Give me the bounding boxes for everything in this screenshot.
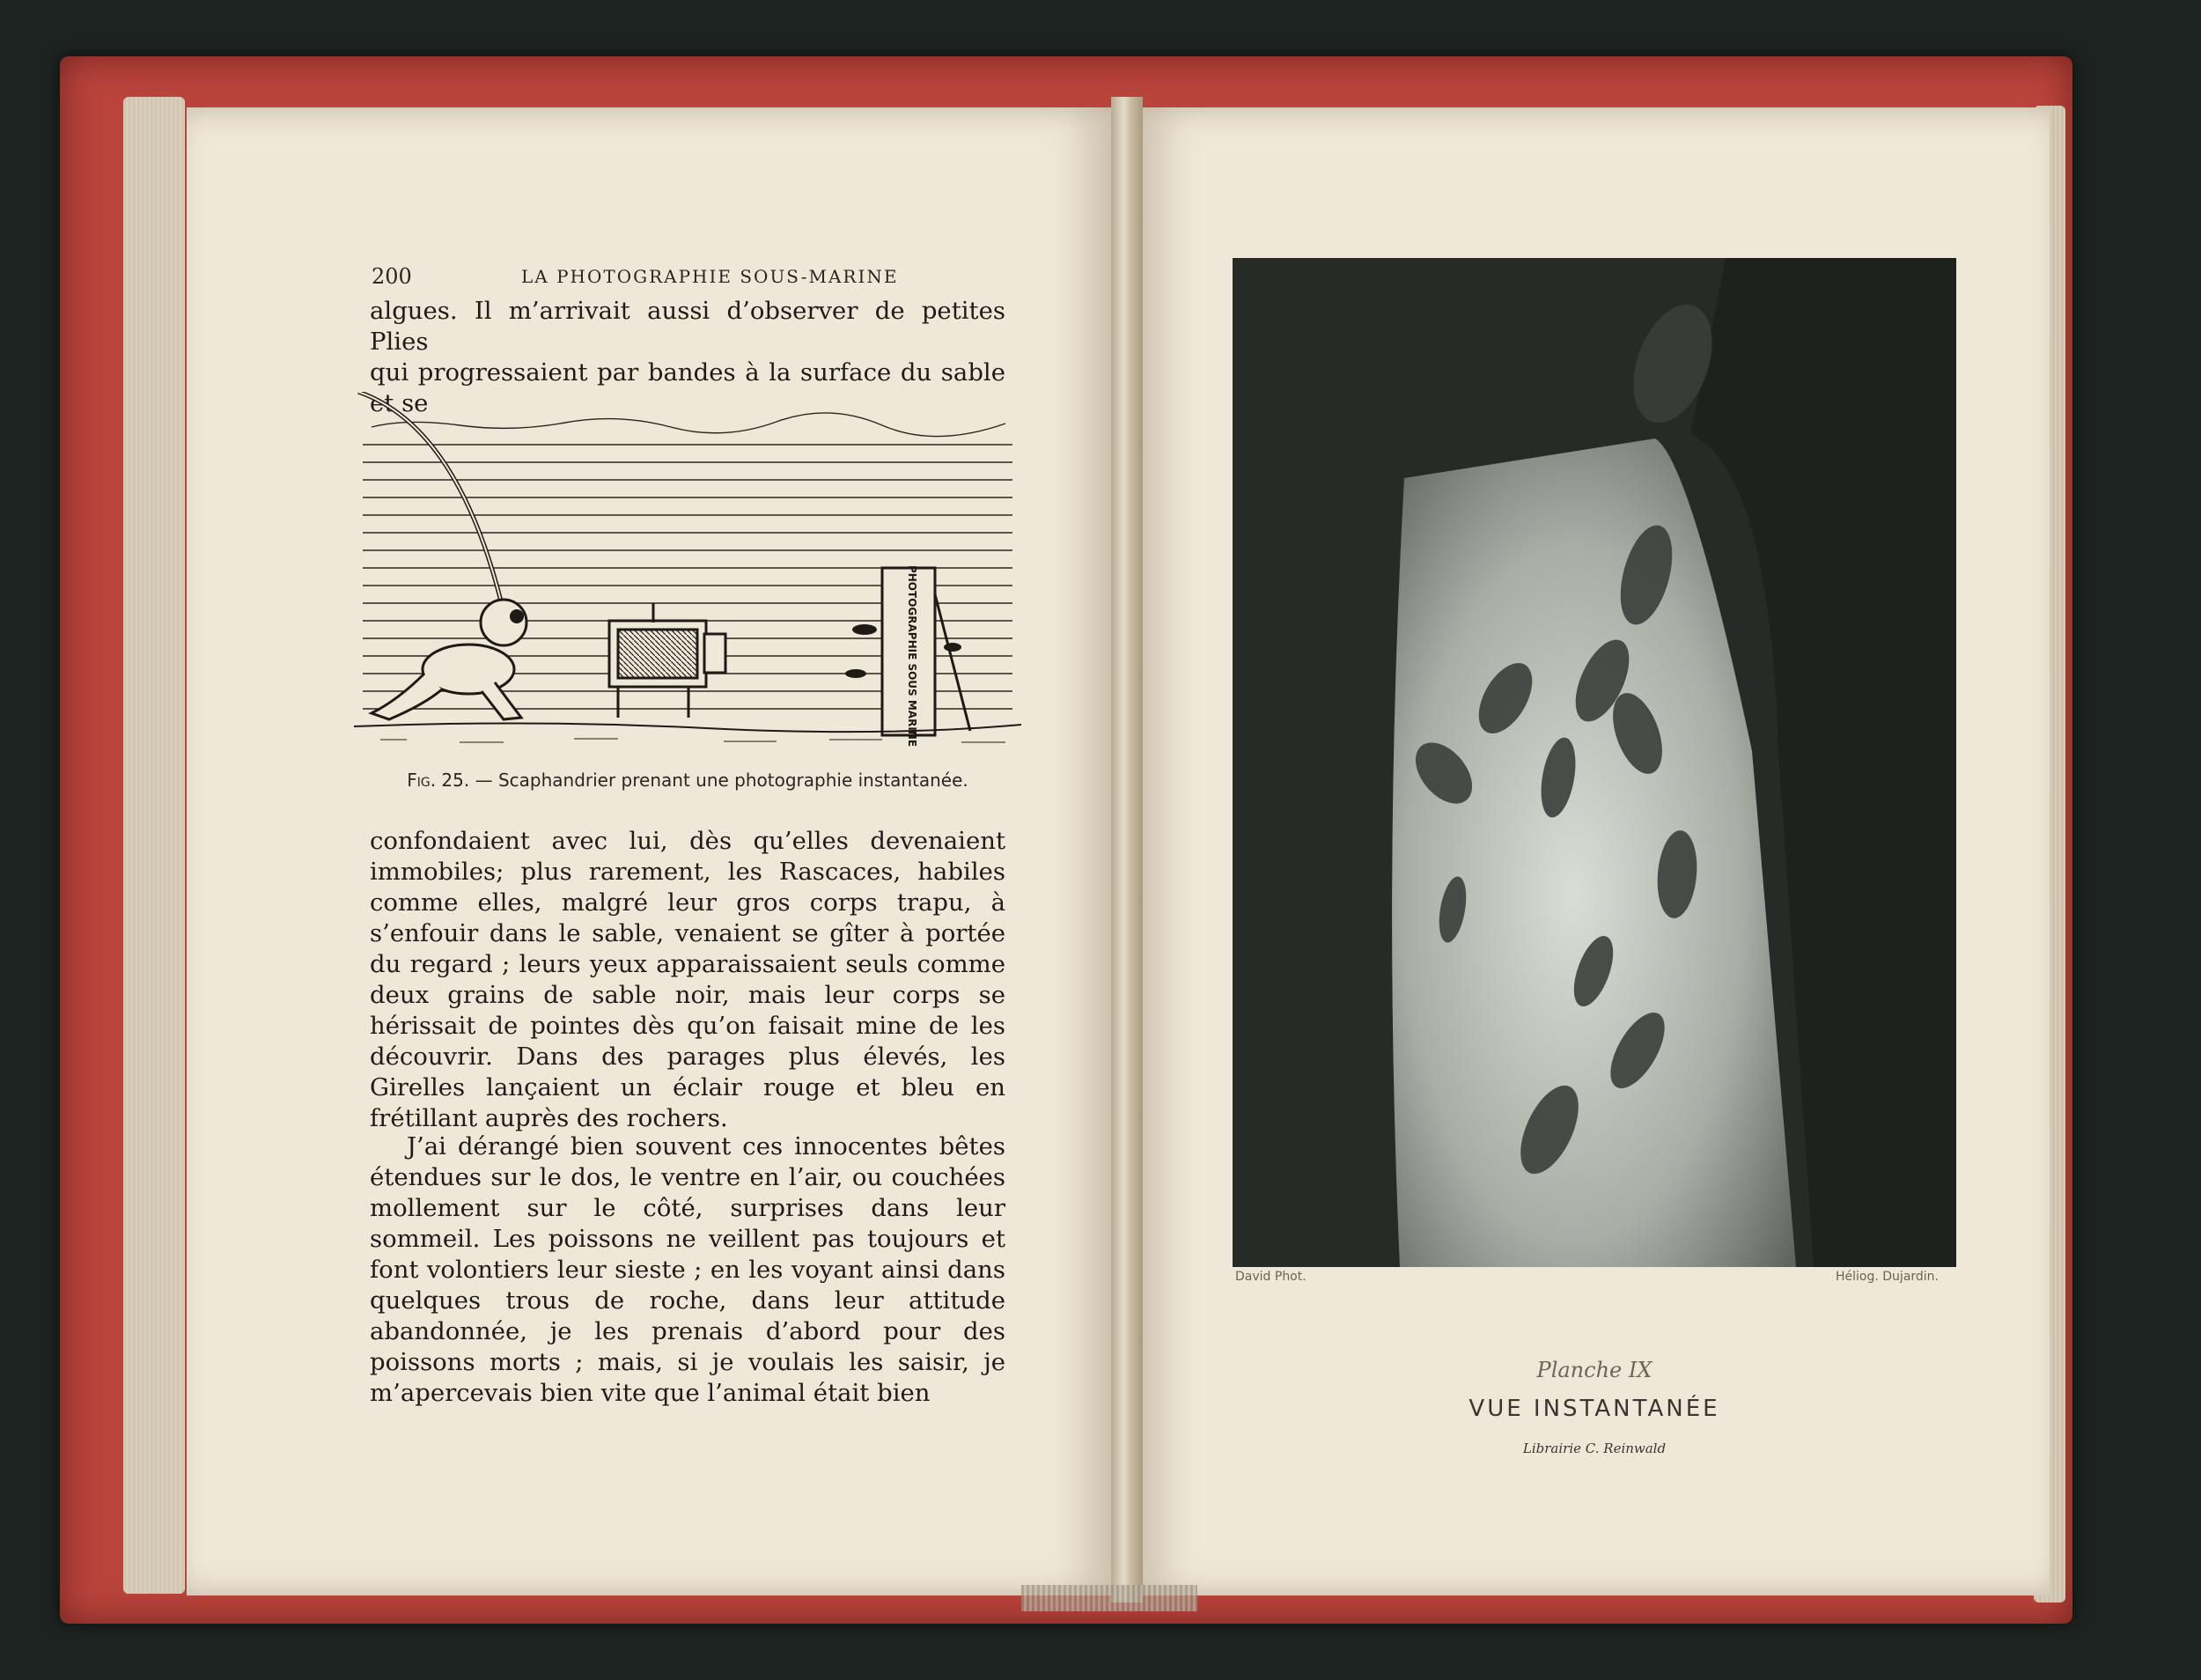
photo-credit: David Phot. bbox=[1235, 1270, 1307, 1284]
figure-label: Fig. 25. bbox=[407, 770, 470, 791]
figure-caption-text: — Scaphandrier prenant une photographie instantanée. bbox=[469, 770, 968, 791]
figure-caption bbox=[370, 770, 1005, 791]
running-title: LA PHOTOGRAPHIE SOUS-MARINE bbox=[521, 266, 899, 287]
text-line: qui progressaient par bandes à la surface du sable et se bbox=[370, 358, 1005, 417]
text-line: algues. Il m’arrivait aussi d’observer de petites Plies bbox=[370, 297, 1005, 356]
figure-25-illustration bbox=[354, 392, 1021, 753]
plate-number: Planche IX bbox=[1536, 1358, 1653, 1382]
paragraph-1: confondaient avec lui, dès qu’elles devenaient immobiles; plus rarement, les Rascaces, habiles comme elles, malgré leur gros corps trapu, à s’enfouir dans le sable, venaient se gîter à portée du regard ; leurs yeux apparaissaient seuls comme deux grains de sable noir, mais leur corps se hérissait de pointes dès qu’on faisait mine de les découvrir. Dans des parages plus élevés, les Girelles lançaient un éclair rouge et bleu en frétillant auprès des rochers. bbox=[370, 827, 1005, 1132]
plate-title: VUE INSTANTANÉE bbox=[1469, 1396, 1720, 1422]
publisher-line: Librairie C. Reinwald bbox=[1522, 1441, 1667, 1456]
page-edges-left bbox=[123, 97, 185, 1594]
engraver-credit: Héliog. Dujardin. bbox=[1836, 1270, 1940, 1284]
plate-photograph bbox=[1233, 258, 1956, 1267]
page-number: 200 bbox=[372, 264, 412, 289]
running-head bbox=[187, 264, 1023, 291]
sign-text: PHOTOGRAPHIE SOUS MARINE bbox=[906, 564, 918, 748]
book-gutter bbox=[1111, 97, 1143, 1603]
binding-cloth bbox=[1021, 1585, 1197, 1611]
paragraph-2: J’ai dérangé bien souvent ces innocentes bêtes étendues sur le dos, le ventre en l’air, ou couchées mollement sur le côté, surprises dans leur sommeil. Les poissons ne veillent pas toujours et font volontiers leur sieste ; en les voyant ainsi dans quelques trous de roche, dans leur attitude abandonnée, je les prenais d’abord pour des poissons morts ; mais, si je voulais les saisir, je m’apercevais bien vite que l’animal était bien bbox=[370, 1132, 1005, 1407]
